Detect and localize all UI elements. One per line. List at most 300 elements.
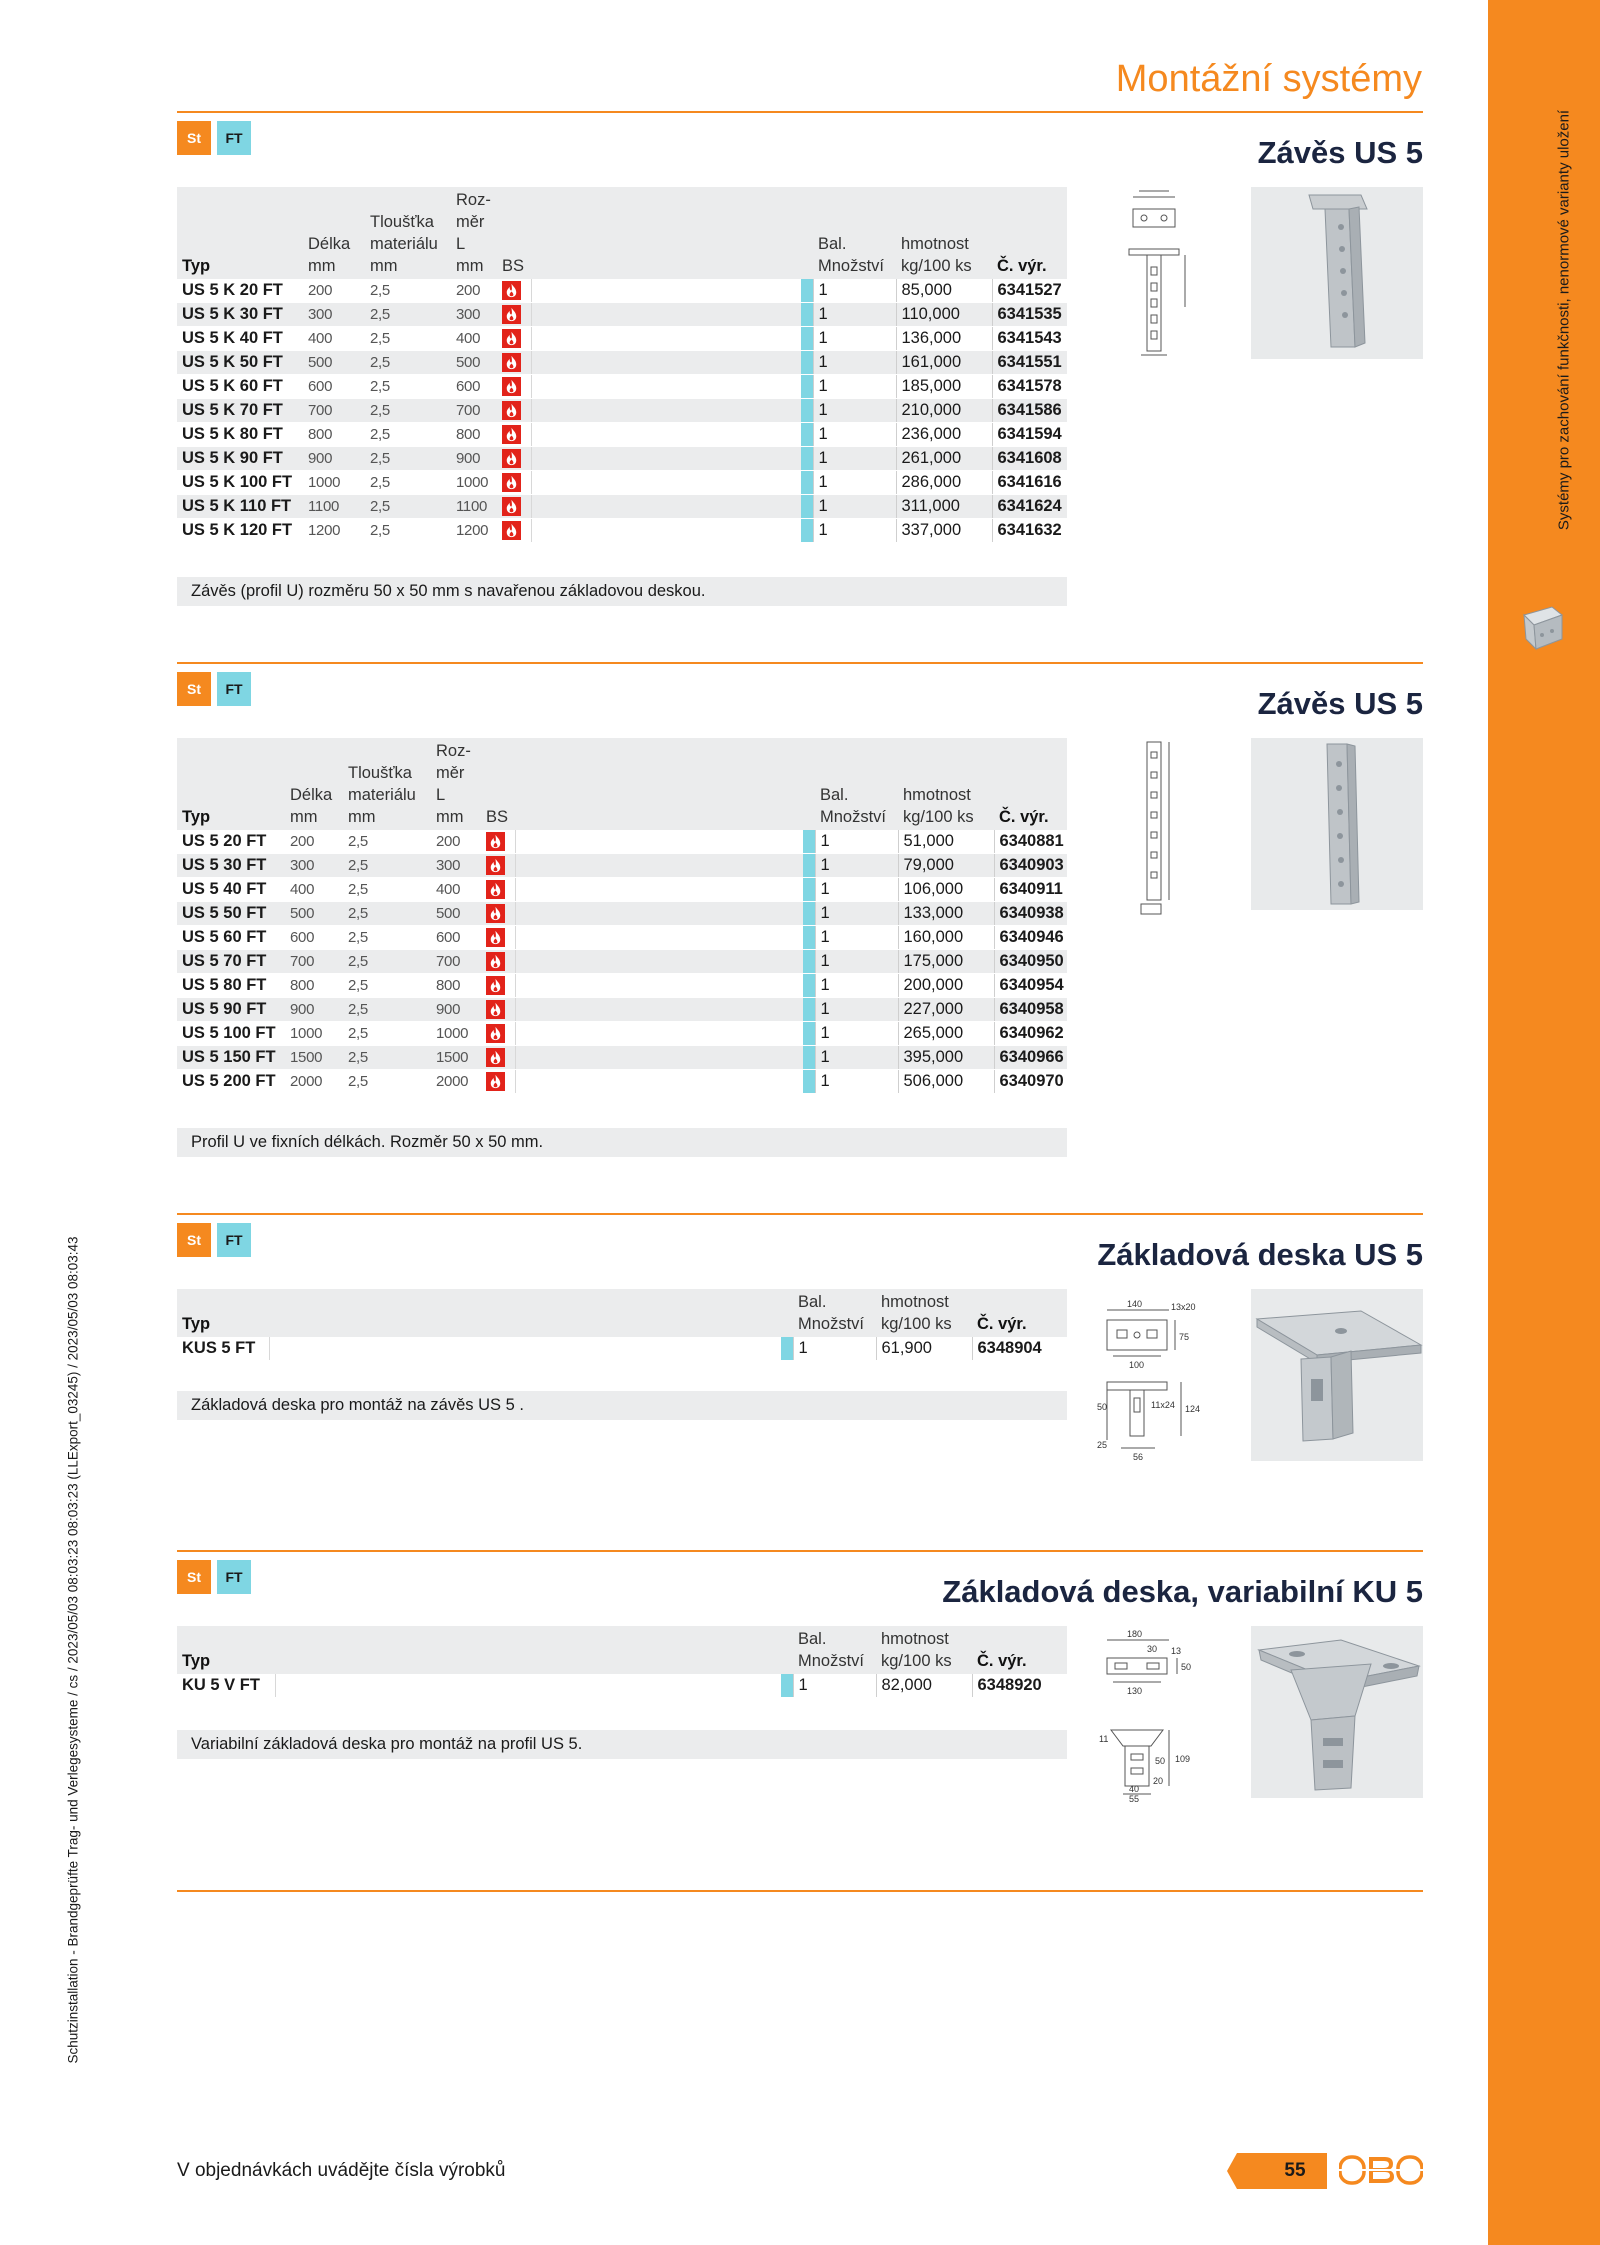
obo-logo [1339, 2154, 1423, 2186]
table-row [177, 974, 1067, 998]
fire-icon [502, 377, 521, 395]
cell-delka: 200 [285, 830, 343, 854]
cell-hmotnost: 265,000 [898, 1022, 994, 1046]
cell-bs [481, 1046, 515, 1070]
cell-bal: 1 [815, 950, 898, 974]
col-cvyr: Č. výr. [992, 187, 1067, 279]
dim-label: 13x20 [1171, 1302, 1196, 1312]
cell-article: 6340958 [994, 998, 1067, 1022]
cell-rozmer: 800 [451, 423, 497, 447]
cell-bal: 1 [813, 447, 896, 471]
cell-typ: US 5 K 40 FT [177, 327, 303, 351]
badge-ft: FT [217, 672, 251, 706]
fire-icon [486, 928, 505, 946]
cell-tloustka: 2,5 [365, 495, 451, 519]
col-typ: Typ [177, 738, 285, 830]
dim-label: 25 [1097, 1440, 1108, 1450]
table-row [177, 878, 1067, 902]
cell-bal: 1 [815, 878, 898, 902]
cell-article: 6341632 [992, 519, 1067, 543]
table-header [177, 187, 1067, 279]
cell-article: 6341586 [992, 399, 1067, 423]
cell-article: 6340946 [994, 926, 1067, 950]
dim-label: 100 [1129, 1360, 1145, 1370]
table-row [177, 830, 1067, 854]
cell-article: 6340938 [994, 902, 1067, 926]
cell-typ: KU 5 V FT [177, 1674, 275, 1698]
col-cvyr: Č. výr. [972, 1289, 1067, 1337]
cell-typ: US 5 K 110 FT [177, 495, 303, 519]
col-rozmer: Roz- měr L mm [451, 187, 497, 279]
cell-bal: 1 [815, 998, 898, 1022]
section-zakladova-deska-us5 [177, 1213, 1423, 1513]
fire-icon [486, 1000, 505, 1018]
cell-bal: 1 [815, 854, 898, 878]
table-row [177, 926, 1067, 950]
cell-bs [497, 351, 531, 375]
cell-bs [481, 854, 515, 878]
cell-rozmer: 1000 [451, 471, 497, 495]
fire-icon [486, 976, 505, 994]
section-divider [177, 1550, 1423, 1552]
dim-label: 180 [1127, 1630, 1143, 1639]
product-photo [1251, 187, 1423, 359]
cell-delka: 1000 [303, 471, 365, 495]
cell-tloustka: 2,5 [365, 471, 451, 495]
cell-delka: 1100 [303, 495, 365, 519]
cell-bal: 1 [815, 1046, 898, 1070]
cell-bal: 1 [813, 375, 896, 399]
section-title: Základová deska US 5 [1097, 1237, 1423, 1272]
badge-st: St [177, 672, 211, 706]
cell-bs [497, 399, 531, 423]
table-row [177, 1674, 1067, 1698]
cell-article: 6341608 [992, 447, 1067, 471]
col-bs: BS [497, 187, 531, 279]
cell-rozmer: 200 [451, 279, 497, 303]
fire-icon [502, 281, 521, 299]
cell-hmotnost: 210,000 [896, 399, 992, 423]
cell-article: 6340954 [994, 974, 1067, 998]
cell-rozmer: 600 [431, 926, 481, 950]
page-number-text: 55 [1284, 2160, 1306, 2181]
page-number [1227, 2153, 1327, 2189]
col-delka: Délka mm [303, 187, 365, 279]
bottom-divider [177, 1890, 1423, 1892]
cell-bs [497, 447, 531, 471]
product-photo [1251, 738, 1423, 910]
cell-delka: 600 [303, 375, 365, 399]
cell-tloustka: 2,5 [343, 854, 431, 878]
cell-article: 6340911 [994, 878, 1067, 902]
cell-bs [481, 974, 515, 998]
cell-rozmer: 700 [431, 950, 481, 974]
fire-icon [486, 856, 505, 874]
section-title: Závěs US 5 [1257, 686, 1423, 721]
cell-rozmer: 1000 [431, 1022, 481, 1046]
cell-bal: 1 [813, 327, 896, 351]
cell-bal: 1 [813, 471, 896, 495]
cell-delka: 900 [303, 447, 365, 471]
cell-delka: 1200 [303, 519, 365, 543]
cell-rozmer: 400 [451, 327, 497, 351]
cell-article: 6340966 [994, 1046, 1067, 1070]
cell-tloustka: 2,5 [365, 375, 451, 399]
cell-bal: 1 [793, 1674, 876, 1698]
col-bal: Bal. Množství [793, 1289, 876, 1337]
cell-delka: 600 [285, 926, 343, 950]
cell-delka: 700 [303, 399, 365, 423]
fire-icon [502, 425, 521, 443]
col-typ: Typ [177, 187, 303, 279]
cell-hmotnost: 337,000 [896, 519, 992, 543]
badge-ft: FT [217, 121, 251, 155]
dim-label: 20 [1153, 1776, 1164, 1786]
cell-tloustka: 2,5 [343, 830, 431, 854]
badge-ft: FT [217, 1223, 251, 1257]
cell-delka: 400 [303, 327, 365, 351]
dim-label: 124 [1185, 1404, 1201, 1414]
cell-tloustka: 2,5 [343, 998, 431, 1022]
section-divider [177, 111, 1423, 113]
cell-bs [497, 327, 531, 351]
cell-typ: US 5 K 90 FT [177, 447, 303, 471]
cell-tloustka: 2,5 [343, 974, 431, 998]
col-typ: Typ [177, 1289, 269, 1337]
section-zaves-us5 [177, 662, 1423, 1162]
cell-typ: US 5 200 FT [177, 1070, 285, 1094]
fire-icon [502, 497, 521, 515]
table-row [177, 998, 1067, 1022]
badge-st: St [177, 121, 211, 155]
cell-tloustka: 2,5 [365, 303, 451, 327]
product-photo [1251, 1289, 1423, 1461]
document-id-text: Schutzinstallation - Brandgeprüfte Trag- und Verlegesysteme / cs / 2023/05/03 08:03:23 08:03:23 (LLExport_03245) / 2023/05/03 08:03:43 [65, 1236, 81, 2064]
cell-rozmer: 900 [431, 998, 481, 1022]
table-row [177, 351, 1067, 375]
section-title: Základová deska, variabilní KU 5 [942, 1574, 1423, 1609]
cell-article: 6340903 [994, 854, 1067, 878]
product-table [177, 738, 1067, 1094]
technical-drawing [1097, 1298, 1217, 1463]
cell-delka: 700 [285, 950, 343, 974]
cell-bal: 1 [813, 279, 896, 303]
cell-bal: 1 [813, 423, 896, 447]
cell-typ: US 5 50 FT [177, 902, 285, 926]
footer-note: V objednávkách uvádějte čísla výrobků [177, 2160, 506, 2181]
cell-hmotnost: 85,000 [896, 279, 992, 303]
col-cvyr: Č. výr. [994, 738, 1067, 830]
badge-ft: FT [217, 1560, 251, 1594]
cell-tloustka: 2,5 [365, 447, 451, 471]
fire-icon [502, 329, 521, 347]
fire-icon [502, 353, 521, 371]
cell-hmotnost: 61,900 [876, 1337, 972, 1361]
table-header [177, 738, 1067, 830]
cell-bs [481, 1070, 515, 1094]
table-row [177, 495, 1067, 519]
cell-rozmer: 600 [451, 375, 497, 399]
col-cvyr: Č. výr. [972, 1626, 1067, 1674]
cell-delka: 800 [285, 974, 343, 998]
cell-delka: 2000 [285, 1070, 343, 1094]
cell-typ: US 5 K 70 FT [177, 399, 303, 423]
cell-article: 6348920 [972, 1674, 1067, 1698]
product-table [177, 187, 1067, 543]
product-note: Základová deska pro montáž na závěs US 5 . [177, 1391, 1067, 1420]
cell-bal: 1 [813, 351, 896, 375]
cable-tray-icon [1522, 605, 1564, 651]
cell-hmotnost: 161,000 [896, 351, 992, 375]
fire-icon [486, 880, 505, 898]
cell-typ: US 5 90 FT [177, 998, 285, 1022]
table-row [177, 375, 1067, 399]
cell-hmotnost: 395,000 [898, 1046, 994, 1070]
table-row [177, 327, 1067, 351]
cell-typ: US 5 100 FT [177, 1022, 285, 1046]
table-row [177, 423, 1067, 447]
cell-hmotnost: 311,000 [896, 495, 992, 519]
cell-tloustka: 2,5 [343, 902, 431, 926]
dim-label: 140 [1127, 1299, 1143, 1309]
cell-delka: 1000 [285, 1022, 343, 1046]
sidebar-caption-text: Systémy pro zachování funkčnosti, nenormové varianty uložení [1555, 109, 1573, 531]
dim-label: 109 [1175, 1754, 1191, 1764]
col-bal: Bal. Množství [813, 187, 896, 279]
col-bs: BS [481, 738, 515, 830]
cell-article: 6341578 [992, 375, 1067, 399]
cell-hmotnost: 136,000 [896, 327, 992, 351]
cell-rozmer: 2000 [431, 1070, 481, 1094]
cell-delka: 900 [285, 998, 343, 1022]
cell-tloustka: 2,5 [343, 1046, 431, 1070]
cell-tloustka: 2,5 [365, 279, 451, 303]
section-zaves-us5-k [177, 111, 1423, 611]
col-rozmer: Roz- měr L mm [431, 738, 481, 830]
fire-icon [502, 449, 521, 467]
cell-delka: 300 [285, 854, 343, 878]
col-delka: Délka mm [285, 738, 343, 830]
product-note: Závěs (profil U) rozměru 50 x 50 mm s navařenou základovou deskou. [177, 577, 1067, 606]
cell-tloustka: 2,5 [365, 519, 451, 543]
cell-bs [481, 950, 515, 974]
cell-article: 6341616 [992, 471, 1067, 495]
cell-hmotnost: 286,000 [896, 471, 992, 495]
cell-bal: 1 [813, 519, 896, 543]
cell-article: 6340950 [994, 950, 1067, 974]
badge-st: St [177, 1560, 211, 1594]
cell-rozmer: 1500 [431, 1046, 481, 1070]
cell-rozmer: 300 [451, 303, 497, 327]
table-row [177, 1070, 1067, 1094]
cell-delka: 500 [285, 902, 343, 926]
table-row [177, 303, 1067, 327]
cell-hmotnost: 106,000 [898, 878, 994, 902]
table-row [177, 854, 1067, 878]
table-row [177, 950, 1067, 974]
product-note: Profil U ve fixních délkách. Rozměr 50 x 50 mm. [177, 1128, 1067, 1157]
cell-typ: US 5 K 60 FT [177, 375, 303, 399]
cell-typ: US 5 20 FT [177, 830, 285, 854]
dim-label: 30 [1147, 1644, 1158, 1654]
cell-typ: US 5 K 50 FT [177, 351, 303, 375]
table-row [177, 1046, 1067, 1070]
cell-tloustka: 2,5 [343, 926, 431, 950]
cell-bs [481, 878, 515, 902]
col-hmotnost: hmotnost kg/100 ks [898, 738, 994, 830]
dim-label: 55 [1129, 1794, 1140, 1802]
dim-label: 40 [1129, 1784, 1140, 1794]
cell-rozmer: 1200 [451, 519, 497, 543]
cell-delka: 500 [303, 351, 365, 375]
cell-bal: 1 [815, 926, 898, 950]
cell-article: 6341551 [992, 351, 1067, 375]
cell-article: 6348904 [972, 1337, 1067, 1361]
col-typ: Typ [177, 1626, 275, 1674]
cell-bs [497, 303, 531, 327]
table-row [177, 1022, 1067, 1046]
cell-bal: 1 [815, 974, 898, 998]
fire-icon [486, 1048, 505, 1066]
cell-bal: 1 [815, 902, 898, 926]
cell-bs [497, 279, 531, 303]
table-row [177, 471, 1067, 495]
table-body [177, 830, 1067, 1094]
technical-drawing [1111, 738, 1197, 918]
cell-tloustka: 2,5 [343, 878, 431, 902]
table-row [177, 447, 1067, 471]
fire-icon [502, 521, 521, 539]
fire-icon [486, 1024, 505, 1042]
table-header [177, 1626, 1067, 1674]
cell-typ: US 5 60 FT [177, 926, 285, 950]
dim-label: 11x24 [1151, 1400, 1175, 1410]
dim-label: 50 [1097, 1402, 1108, 1412]
dim-label: 75 [1179, 1332, 1190, 1342]
cell-typ: US 5 40 FT [177, 878, 285, 902]
table-row [177, 1337, 1067, 1361]
cell-article: 6340881 [994, 830, 1067, 854]
cell-rozmer: 800 [431, 974, 481, 998]
cell-rozmer: 700 [451, 399, 497, 423]
cell-article: 6341527 [992, 279, 1067, 303]
col-bal: Bal. Množství [815, 738, 898, 830]
cell-typ: US 5 K 20 FT [177, 279, 303, 303]
cell-bal: 1 [815, 830, 898, 854]
cell-hmotnost: 110,000 [896, 303, 992, 327]
cell-hmotnost: 185,000 [896, 375, 992, 399]
cell-bs [481, 830, 515, 854]
cell-typ: US 5 150 FT [177, 1046, 285, 1070]
cell-hmotnost: 200,000 [898, 974, 994, 998]
sidebar-caption [1544, 80, 1584, 560]
cell-hmotnost: 82,000 [876, 1674, 972, 1698]
product-note: Variabilní základová deska pro montáž na profil US 5. [177, 1730, 1067, 1759]
cell-article: 6340970 [994, 1070, 1067, 1094]
cell-article: 6341624 [992, 495, 1067, 519]
fire-icon [502, 473, 521, 491]
cell-delka: 800 [303, 423, 365, 447]
fire-icon [486, 1072, 505, 1090]
cell-bal: 1 [813, 495, 896, 519]
fire-icon [502, 305, 521, 323]
product-table [177, 1289, 1067, 1361]
cell-delka: 1500 [285, 1046, 343, 1070]
cell-typ: US 5 K 30 FT [177, 303, 303, 327]
cell-tloustka: 2,5 [343, 950, 431, 974]
dim-label: 50 [1181, 1662, 1192, 1672]
cell-delka: 200 [303, 279, 365, 303]
fire-icon [486, 952, 505, 970]
dim-label: 130 [1127, 1686, 1143, 1696]
section-divider [177, 662, 1423, 664]
cell-hmotnost: 51,000 [898, 830, 994, 854]
product-table [177, 1626, 1067, 1698]
cell-article: 6341535 [992, 303, 1067, 327]
cell-rozmer: 1100 [451, 495, 497, 519]
cell-bs [481, 902, 515, 926]
cell-tloustka: 2,5 [343, 1070, 431, 1094]
cell-typ: US 5 K 80 FT [177, 423, 303, 447]
cell-bs [497, 519, 531, 543]
cell-hmotnost: 160,000 [898, 926, 994, 950]
cell-tloustka: 2,5 [365, 423, 451, 447]
cell-typ: KUS 5 FT [177, 1337, 269, 1361]
cell-typ: US 5 30 FT [177, 854, 285, 878]
cell-bs [497, 495, 531, 519]
cell-rozmer: 200 [431, 830, 481, 854]
cell-bal: 1 [815, 1022, 898, 1046]
cell-bs [481, 998, 515, 1022]
cell-delka: 300 [303, 303, 365, 327]
cell-hmotnost: 227,000 [898, 998, 994, 1022]
dim-label: 50 [1155, 1756, 1166, 1766]
cell-typ: US 5 80 FT [177, 974, 285, 998]
fire-icon [502, 401, 521, 419]
product-photo [1251, 1626, 1423, 1798]
col-hmotnost: hmotnost kg/100 ks [876, 1289, 972, 1337]
cell-bal: 1 [815, 1070, 898, 1094]
cell-bs [497, 471, 531, 495]
cell-rozmer: 900 [451, 447, 497, 471]
cell-typ: US 5 K 100 FT [177, 471, 303, 495]
cell-bs [481, 1022, 515, 1046]
col-bal: Bal. Množství [793, 1626, 876, 1674]
dim-label: 56 [1133, 1452, 1144, 1462]
cell-article: 6341543 [992, 327, 1067, 351]
cell-hmotnost: 79,000 [898, 854, 994, 878]
cell-delka: 400 [285, 878, 343, 902]
badge-st: St [177, 1223, 211, 1257]
cell-bs [481, 926, 515, 950]
cell-bal: 1 [813, 399, 896, 423]
cell-typ: US 5 K 120 FT [177, 519, 303, 543]
section-divider [177, 1213, 1423, 1215]
table-row [177, 902, 1067, 926]
cell-rozmer: 500 [431, 902, 481, 926]
page-title: Montážní systémy [1115, 58, 1422, 100]
cell-hmotnost: 236,000 [896, 423, 992, 447]
cell-rozmer: 400 [431, 878, 481, 902]
section-title: Závěs US 5 [1257, 135, 1423, 170]
technical-drawing [1097, 1630, 1207, 1802]
col-tloustka: Tloušťka materiálu mm [365, 187, 451, 279]
document-id-vertical [58, 1170, 88, 2130]
cell-bal: 1 [793, 1337, 876, 1361]
cell-tloustka: 2,5 [365, 351, 451, 375]
cell-bs [497, 375, 531, 399]
cell-typ: US 5 70 FT [177, 950, 285, 974]
